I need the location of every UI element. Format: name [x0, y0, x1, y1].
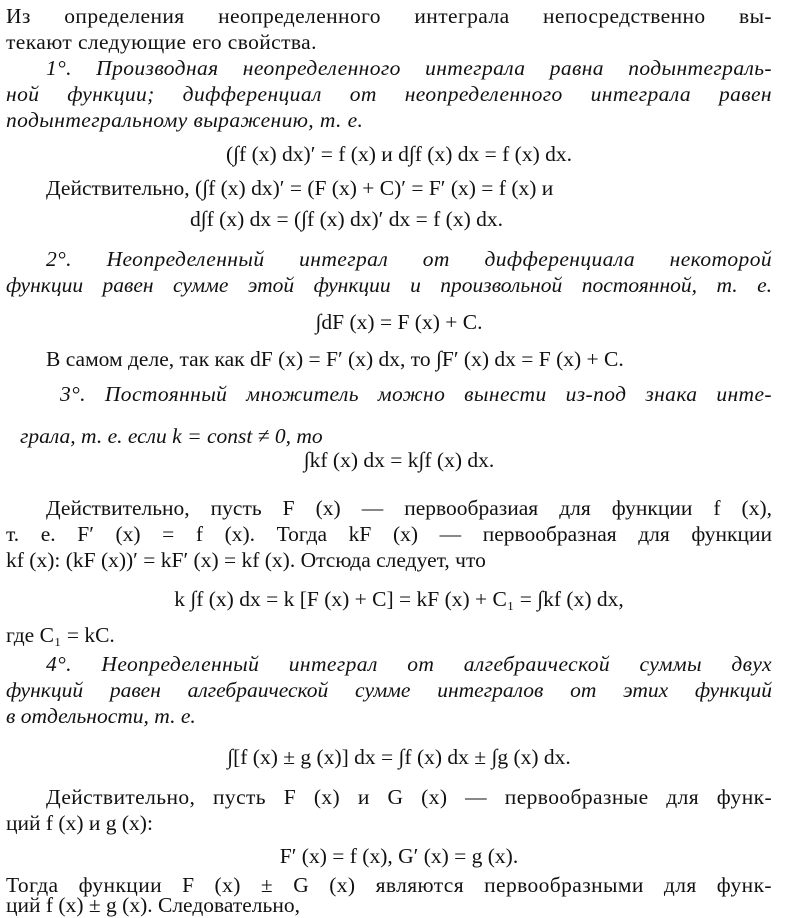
formula-property-1: (∫f (x) dx)′ = f (x) и d∫f (x) dx = f (x) dx. [226, 142, 572, 166]
formula-property-2: ∫dF (x) = F (x) + C. [315, 310, 483, 334]
paragraph-line: Из определения неопределенного интеграла непосредственно вы- [6, 4, 772, 28]
property-3-line: грала, т. е. если k = const ≠ 0, то [20, 424, 323, 448]
property-2-line: 2°. Неопределенный интеграл от дифференциала некоторой [46, 247, 772, 271]
proof-line: Действительно, пусть F (x) и G (x) — первообразные для функ- [46, 785, 772, 809]
property-2-line: функции равен сумме этой функции и произвольной постоянной, т. е. [6, 273, 772, 297]
proof-line: Действительно, (∫f (x) dx)′ = (F (x) + C)′ = F′ (x) = f (x) и [46, 176, 554, 200]
property-1-line: подынтегральному выражению, т. е. [6, 108, 364, 132]
proof-line: Действительно, пусть F (x) — первообразиая для функции f (x), [46, 496, 772, 520]
property-3-line: 3°. Постоянный множитель можно вынести из-под знака инте- [60, 382, 772, 406]
property-1-line: ной функции; дифференциал от неопределенного интеграла равен [6, 82, 772, 106]
property-4-line: в отдельности, т. е. [6, 704, 196, 728]
property-4-line: 4°. Неопределенный интеграл от алгебраической суммы двух [46, 652, 772, 676]
paragraph-line: текают следующие его свойства. [6, 30, 317, 54]
formula-proof-4: F′ (x) = f (x), G′ (x) = g (x). [279, 844, 519, 868]
proof-line: В самом деле, так как dF (x) = F′ (x) dx, то ∫F′ (x) dx = F (x) + C. [46, 347, 624, 371]
proof-line: ций f (x) ± g (x). Следовательно, [6, 893, 300, 917]
proof-line: т. е. F′ (x) = f (x). Тогда kF (x) — первообразная для функции [6, 522, 772, 546]
property-4-line: функций равен алгебраической сумме интегралов от этих функций [6, 678, 772, 702]
proof-line: kf (x): (kF (x))′ = kF′ (x) = kf (x). Отсюда следует, что [6, 548, 486, 572]
formula-proof-1: d∫f (x) dx = (∫f (x) dx)′ dx = f (x) dx. [190, 207, 503, 231]
formula-property-4: ∫[f (x) ± g (x)] dx = ∫f (x) dx ± ∫g (x) dx. [227, 745, 571, 769]
proof-line: Тогда функции F (x) ± G (x) являются первообразными для функ- [6, 873, 772, 897]
formula-proof-3: k ∫f (x) dx = k [F (x) + C] = kF (x) + C₁ = ∫kf (x) dx, [174, 587, 624, 611]
formula-property-3: ∫kf (x) dx = k∫f (x) dx. [303, 448, 495, 472]
proof-line: где C₁ = kC. [6, 623, 115, 647]
property-1-line: 1°. Производная неопределенного интеграла равна подынтеграль- [46, 56, 772, 80]
proof-line: ций f (x) и g (x): [6, 811, 153, 835]
